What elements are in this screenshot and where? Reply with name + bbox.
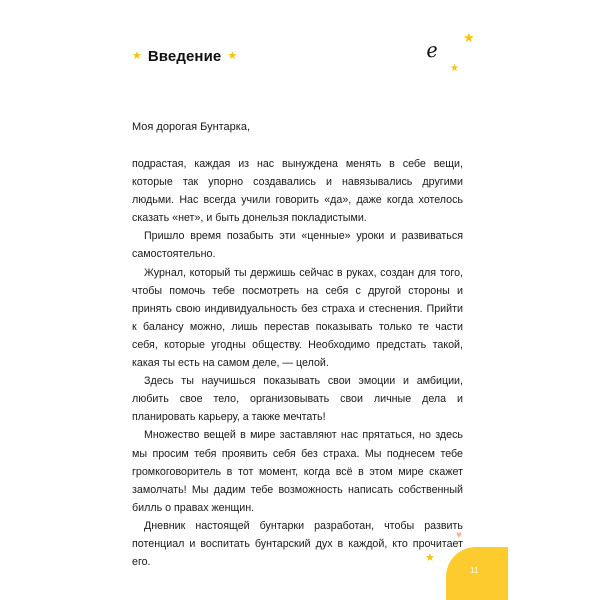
page-number: 11 — [470, 566, 479, 575]
body-text — [132, 155, 463, 571]
paragraph: подрастая, каждая из нас вынуждена менять в себе вещи, которые так упорно создавались и навязывались другими людьми. Нас всегда учили говорить «да», даже когда хотелось сказать «нет», и быть донельзя покладистыми. — [132, 158, 463, 225]
doodle-e-icon: e — [424, 37, 440, 63]
star-icon: ★ — [132, 50, 142, 62]
paragraph: Множество вещей в мире заставляют нас прятаться, но здесь мы просим тебя проявить себя без страха. Мы поднесем тебе громкоговоритель в тот момент, когда всё в этом мире скажет замолчать! Мы дадим тебе возможность написать собственный билль о правах женщин. — [132, 429, 463, 514]
salutation: Моя дорогая Бунтарка, — [132, 121, 251, 133]
paragraph: Здесь ты научишься показывать свои эмоции и амбиции, любить свое тело, организовывать свои личные дела и планировать карьеру, а также мечтать! — [132, 375, 463, 424]
star-icon: ★ — [227, 50, 238, 62]
paragraph: Журнал, который ты держишь сейчас в руках, создан для того, чтобы помочь тебе посмотреть на себя с другой стороны и принять свою индивидуальность без страха и стеснения. Прийти к балансу можно, лишь перестав показывать только те части себя, которые угодны обществу. Необходимо предстать такой, какая ты есть на самом деле, — целой. — [132, 266, 463, 370]
decorative-star-icon: ★ — [450, 63, 459, 74]
heart-icon: ♥ — [456, 530, 462, 541]
section-heading — [132, 48, 237, 65]
decorative-star-icon: ★ — [463, 30, 475, 45]
paragraph: Пришло время позабыть эти «ценные» уроки и развиваться самостоятельно. — [132, 230, 463, 261]
page-title: Введение — [147, 48, 222, 65]
decorative-star-icon: ★ — [425, 552, 435, 564]
paragraph: Дневник настоящей бунтарки разработан, чтобы развить потенциал и воспитать бунтарский дух в каждой, кто прочитает его. — [132, 519, 463, 569]
